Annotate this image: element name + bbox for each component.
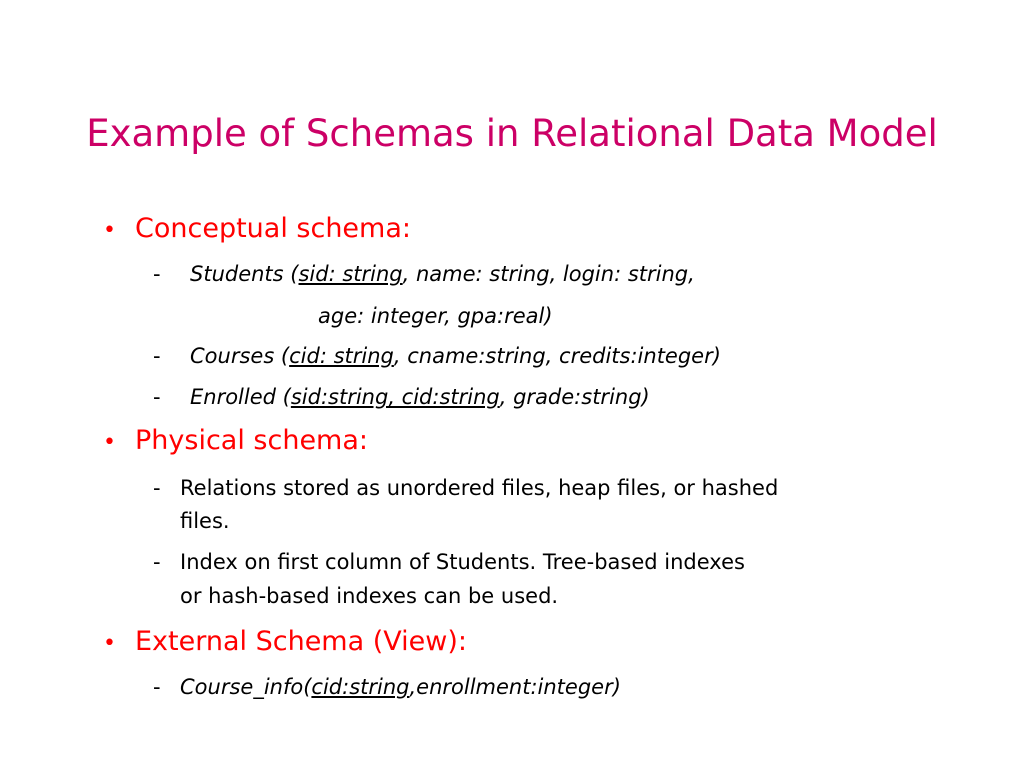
courses-name: Courses ( — [190, 344, 290, 368]
external-schema-bullet — [103, 626, 467, 658]
students-name: Students ( — [190, 262, 299, 286]
bullet-glyph: • — [103, 631, 116, 656]
dash-glyph: - — [153, 550, 161, 574]
course-info-key: cid:string — [311, 675, 410, 699]
slide-title: Example of Schemas in Relational Data Model — [86, 112, 938, 155]
dash-glyph: - — [153, 344, 161, 368]
physical-item-2-line-2: or hash-based indexes can be used. — [180, 584, 559, 608]
students-fields: , name: string, login: string, — [402, 262, 695, 286]
physical-schema-heading: Physical schema: — [135, 425, 368, 456]
physical-item-2-line-1: Index on first column of Students. Tree-based indexes — [180, 550, 745, 574]
external-schema-heading: External Schema (View): — [135, 626, 467, 657]
enrolled-key: sid:string, cid:string — [290, 385, 500, 409]
enrolled-schema — [153, 385, 650, 410]
physical-item-1-line-2: files. — [180, 509, 230, 533]
conceptual-schema-heading: Conceptual schema: — [135, 213, 411, 244]
physical-schema-bullet — [103, 425, 368, 457]
enrolled-fields: , grade:string) — [499, 385, 650, 409]
physical-item-1-line-1: Relations stored as unordered files, heap files, or hashed — [180, 476, 779, 500]
courses-key: cid: string — [289, 344, 394, 368]
dash-glyph: - — [153, 675, 161, 699]
students-schema — [153, 262, 695, 287]
course-info-name: Course_info( — [180, 675, 312, 699]
dash-glyph: - — [153, 385, 161, 409]
course-info-fields: ,enrollment:integer) — [409, 675, 621, 699]
course-info-view — [153, 675, 621, 700]
courses-schema — [153, 344, 721, 369]
physical-item-2 — [153, 550, 745, 575]
physical-item-1-continued — [180, 509, 230, 534]
dash-glyph: - — [153, 476, 161, 500]
dash-glyph: - — [153, 262, 161, 286]
bullet-glyph: • — [103, 218, 116, 243]
students-fields-continued: age: integer, gpa:real) — [318, 304, 553, 328]
bullet-glyph: • — [103, 430, 116, 455]
physical-item-1 — [153, 476, 779, 501]
courses-fields: , cname:string, credits:integer) — [393, 344, 721, 368]
conceptual-schema-bullet — [103, 213, 411, 245]
students-schema-continued — [318, 304, 553, 329]
students-key: sid: string — [298, 262, 403, 286]
enrolled-name: Enrolled ( — [190, 385, 291, 409]
physical-item-2-continued — [180, 584, 558, 609]
